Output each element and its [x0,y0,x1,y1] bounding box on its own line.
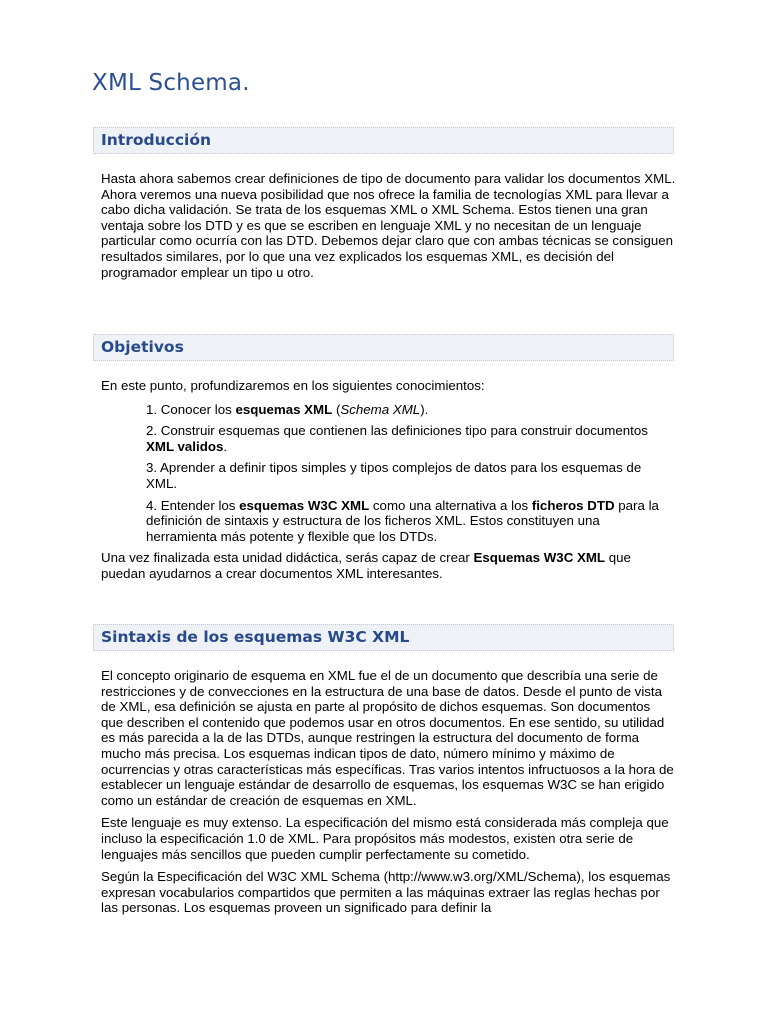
paragraph: Hasta ahora sabemos crear definiciones de tipo de documento para validar los documentos XML. Ahora veremos una nueva posibilidad que nos ofrece la familia de tecnologías XML para llevar a cabo dicha validación. Se trata de los esquemas XML o XML Schema. Estos tienen una gran ventaja sobre los DTD y es que se escriben en lenguaje XML y no necesitan de un lenguaje particular como ocurría con las DTD. Debemos dejar claro que con ambas técnicas se consiguen resultados similares, por lo que una vez explicados los esquemas XML, es decisión del programador emplear un tipo u otro. [101,171,676,280]
section-heading: Objetivos [101,338,184,356]
objectives-list [146,402,666,545]
section-body-introduccion [101,171,676,280]
paragraph: Este lenguaje es muy extenso. La especificación del mismo está considerada más compleja que incluso la especificación 1.0 de XML. Para propósitos más modestos, existen otra serie de lenguajes más sencillos que pueden cumplir perfectamente su cometido. [101,815,669,862]
list-item: 2. Construir esquemas que contienen las definiciones tipo para construir documentos XML validos. [146,423,648,454]
paragraph: Una vez finalizada esta unidad didáctica, serás capaz de crear Esquemas W3C XML que puedan ayudarnos a crear documentos XML interesantes. [101,550,631,581]
section-body-sintaxis [101,668,676,916]
section-heading: Sintaxis de los esquemas W3C XML [101,628,410,646]
section-header-introduccion [93,127,674,154]
paragraph: Según la Especificación del W3C XML Schema (http://www.w3.org/XML/Schema), los esquemas expresan vocabularios compartidos que permiten a las máquinas extraer las reglas hechas por las personas. Los esquemas proveen un significado para definir la [101,869,671,916]
list-item: 1. Conocer los esquemas XML (Schema XML). [146,401,429,417]
list-item: 4. Entender los esquemas W3C XML como una alternativa a los ficheros DTD para la definición de sintaxis y estructura de los ficheros XML. Estos constituyen una herramienta más potente y flexible que los DTDs. [146,497,659,544]
section-body-objetivos [101,378,676,582]
list-item: 3. Aprender a definir tipos simples y tipos complejos de datos para los esquemas de XML. [146,460,642,491]
section-header-objetivos [93,334,674,361]
section-heading: Introducción [101,131,212,149]
section-header-sintaxis [93,624,674,651]
paragraph: En este punto, profundizaremos en los siguientes conocimientos: [101,378,485,393]
paragraph: El concepto originario de esquema en XML fue el de un documento que describía una serie de restricciones y de convecciones en la estructura de una base de datos. Desde el punto de vista de XML, esa definición se ajusta en parte al propósito de dichos esquemas. Son documentos que describen el contenido que podemos usar en otros documentos. En ese sentido, su utilidad es más parecida a la de las DTDs, aunque restringen la estructura del documento de forma mucho más precisa. Los esquemas indican tipos de dato, número mínimo y máximo de ocurrencias y otras características más específicas. Tras varios intentos infructuosos a la hora de establecer un lenguaje estándar de desarrollo de esquemas, los esquemas W3C se han erigido como un estándar de creación de esquemas en XML. [101,668,674,808]
page-title: XML Schema. [92,70,250,96]
